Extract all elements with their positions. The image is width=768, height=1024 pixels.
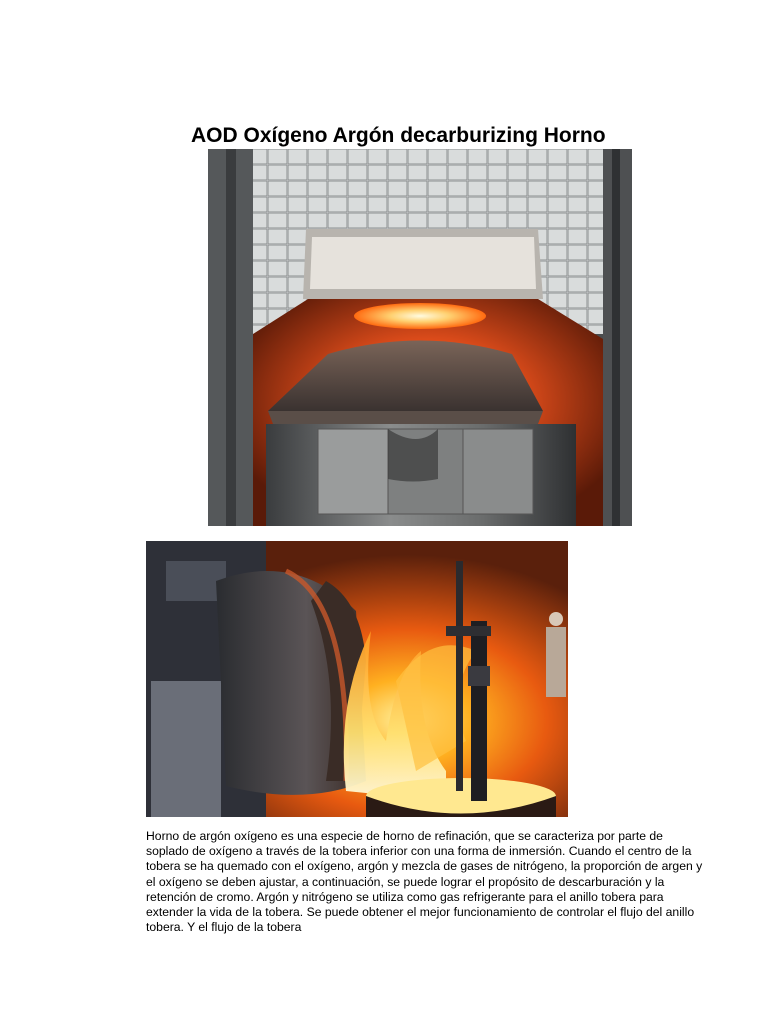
furnace-image (208, 149, 632, 526)
furnace-photo (208, 149, 632, 526)
page-title: AOD Oxígeno Argón decarburizing Horno (191, 124, 606, 147)
pouring-photo (146, 541, 568, 817)
body-paragraph: Horno de argón oxígeno es una especie de horno de refinación, que se caracteriza por parte de soplado de oxígeno a través de la tobera inferior con una forma de inmersión. Cuando el centro de la tobera se ha quemado con el oxígeno, argón y mezcla de gases de nitrógeno, la proporción de argen y el oxígeno se deben ajustar, a continuación, se puede lograr el propósito de descarburación y la retención de cromo. Argón y nitrógeno se utiliza como gas refrigerante para el anillo tobera para extender la vida de la tobera. Se puede obtener el mejor funcionamiento de controlar el flujo del anillo tobera. Y el flujo de la tobera (146, 829, 703, 935)
molten-metal-image (146, 541, 568, 817)
